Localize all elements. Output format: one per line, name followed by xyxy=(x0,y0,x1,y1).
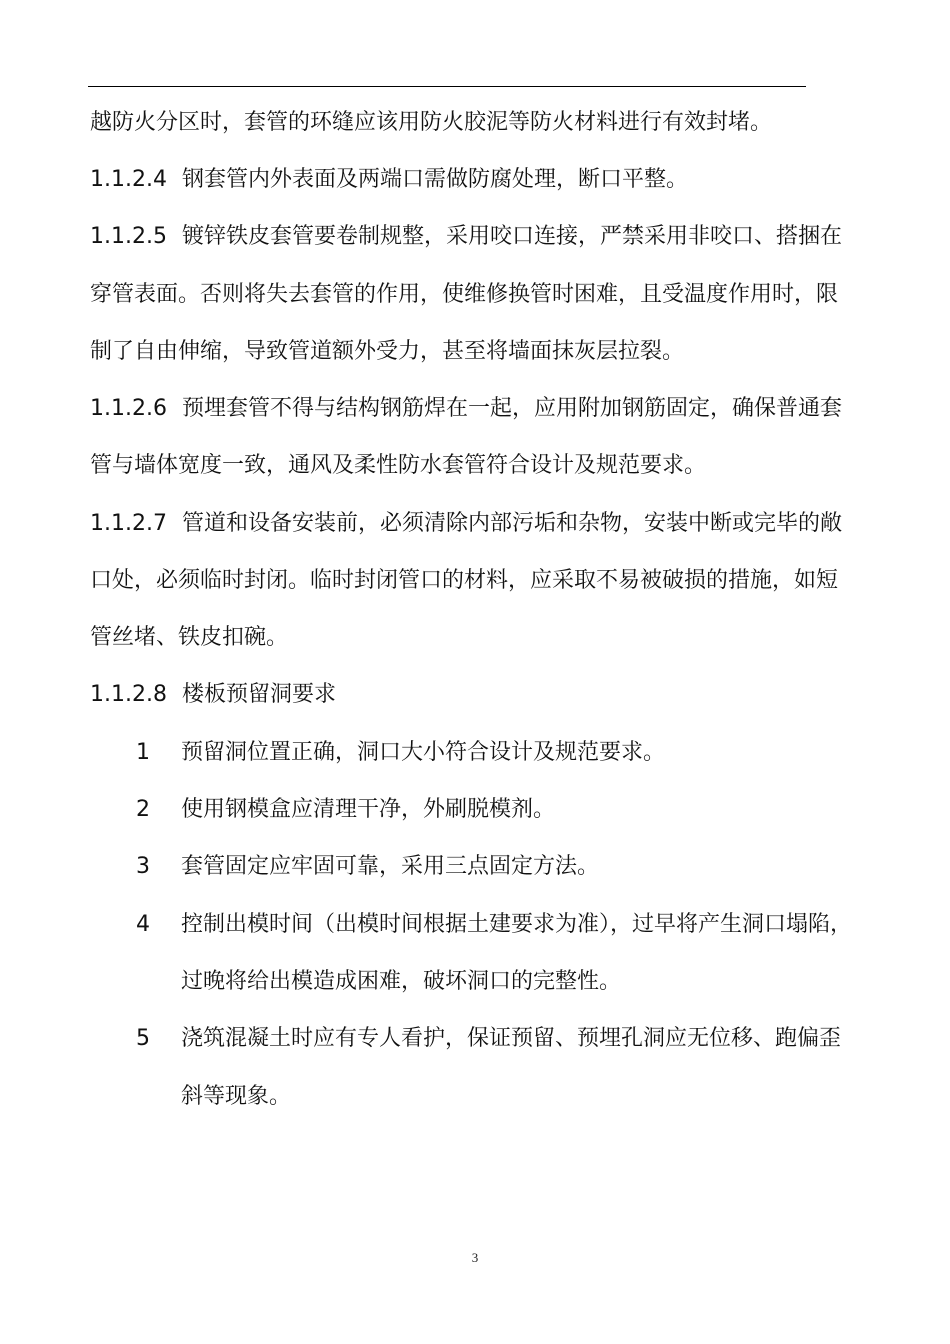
section-number: 1.1.2.6 xyxy=(90,396,167,421)
list-item-text: 斜等现象。 xyxy=(181,1084,292,1109)
section-number: 1.1.2.4 xyxy=(90,167,167,192)
list-item-text: 使用钢模盒应清理干净，外刷脱模剂。 xyxy=(181,797,556,822)
section-text-line: 管丝堵、铁皮扣碗。 xyxy=(90,625,289,650)
section-text-line: 口处，必须临时封闭。临时封闭管口的材料，应采取不易被破损的措施，如短 xyxy=(90,568,839,593)
list-item-number: 5 xyxy=(136,1026,150,1051)
list-item-number: 2 xyxy=(136,797,150,822)
list-item-text: 浇筑混凝土时应有专人看护，保证预留、预埋孔洞应无位移、跑偏歪 xyxy=(181,1026,842,1051)
section-1-1-2-8 xyxy=(90,680,336,710)
list-item-text: 套管固定应牢固可靠，采用三点固定方法。 xyxy=(181,854,600,879)
list-item-text: 过晚将给出模造成困难，破坏洞口的完整性。 xyxy=(181,969,622,994)
list-item-number: 1 xyxy=(136,740,150,765)
list-item-number: 3 xyxy=(136,854,150,879)
list-item-number: 4 xyxy=(136,912,150,937)
section-1-1-2-6 xyxy=(90,394,842,424)
section-1-1-2-4 xyxy=(90,165,688,195)
list-item-text: 预留洞位置正确，洞口大小符合设计及规范要求。 xyxy=(181,740,666,765)
section-1-1-2-5 xyxy=(90,222,842,252)
section-text: 钢套管内外表面及两端口需做防腐处理，断口平整。 xyxy=(182,167,689,192)
section-text-line: 制了自由伸缩，导致管道额外受力，甚至将墙面抹灰层拉裂。 xyxy=(90,339,685,364)
section-text: 镀锌铁皮套管要卷制规整，采用咬口连接，严禁采用非咬口、搭捆在 xyxy=(182,224,843,249)
paragraph-continuation: 越防火分区时，套管的环缝应该用防火胶泥等防火材料进行有效封堵。 xyxy=(90,110,773,135)
section-text: 楼板预留洞要求 xyxy=(182,682,337,707)
section-text-line: 穿管表面。否则将失去套管的作用，使维修换管时困难，且受温度作用时，限 xyxy=(90,282,839,307)
section-text: 预埋套管不得与结构钢筋焊在一起，应用附加钢筋固定，确保普通套 xyxy=(182,396,843,421)
list-item-text: 控制出模时间（出模时间根据土建要求为准），过早将产生洞口塌陷， xyxy=(181,912,853,937)
section-1-1-2-7 xyxy=(90,509,842,539)
section-number: 1.1.2.7 xyxy=(90,511,167,536)
section-text-line: 管与墙体宽度一致，通风及柔性防水套管符合设计及规范要求。 xyxy=(90,453,707,478)
section-number: 1.1.2.8 xyxy=(90,682,167,707)
page-number: 3 xyxy=(471,1250,479,1265)
section-number: 1.1.2.5 xyxy=(90,224,167,249)
section-text: 管道和设备安装前，必须清除内部污垢和杂物，安装中断或完毕的敞 xyxy=(182,511,843,536)
header-rule xyxy=(88,86,806,87)
